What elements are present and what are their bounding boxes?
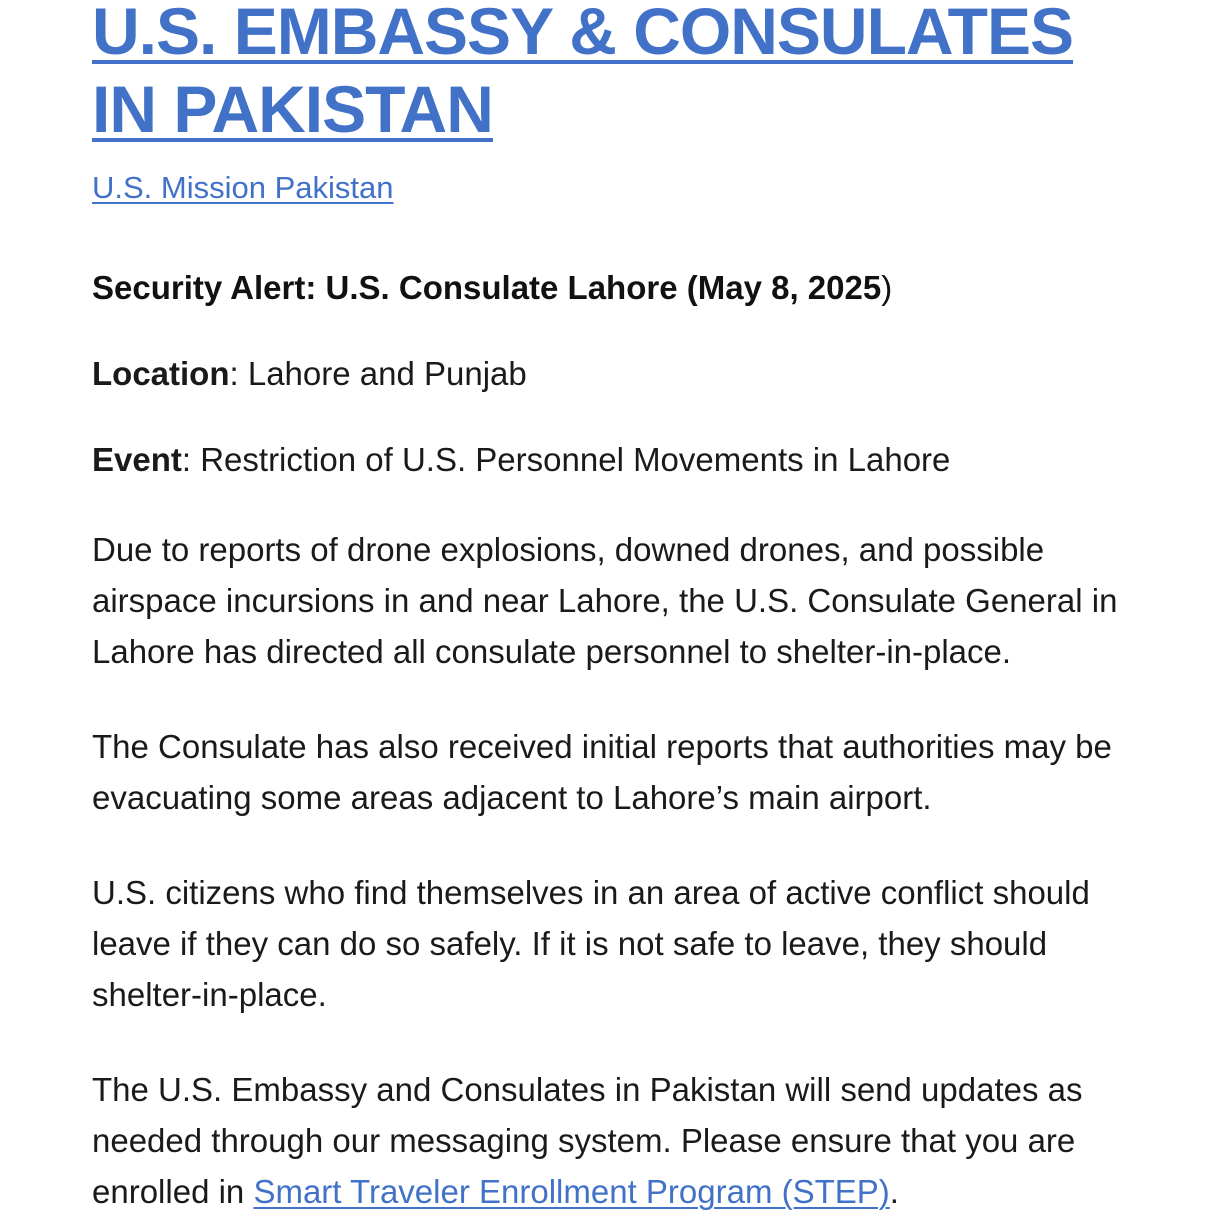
updates-text: The U.S. Embassy and Consulates in Pakistan will send updates as needed through our messaging system. Please ensure that you are enrolled in: [92, 1071, 1083, 1210]
location-label: Location: [92, 355, 230, 392]
mission-pakistan-link[interactable]: U.S. Mission Pakistan: [92, 170, 394, 205]
alert-heading-close: ): [881, 269, 893, 306]
event-value: : Restriction of U.S. Personnel Movements in Lahore: [181, 441, 951, 478]
step-enrollment-link[interactable]: Smart Traveler Enrollment Program (STEP): [253, 1173, 890, 1210]
paragraph-updates: [92, 1064, 1152, 1217]
event-line: [92, 440, 1152, 480]
event-label: Event: [92, 441, 182, 478]
site-title[interactable]: [92, 0, 1152, 148]
alert-heading-text: Security Alert: U.S. Consulate Lahore (May 8, 2025: [92, 269, 882, 306]
paragraph-citizen-guidance: U.S. citizens who find themselves in an area of active conflict should leave if they can do so safely. If it is not safe to leave, they should shelter-in-place.: [92, 874, 1090, 1013]
paragraph-evacuation-reports: The Consulate has also received initial reports that authorities may be evacuating some areas adjacent to Lahore’s main airport.: [92, 728, 1112, 816]
location-value: : Lahore and Punjab: [229, 355, 527, 392]
page-content: [92, 0, 1152, 1217]
alert-heading: [92, 268, 1152, 308]
location-line: [92, 354, 1152, 394]
paragraph-shelter-directive: Due to reports of drone explosions, downed drones, and possible airspace incursions in and near Lahore, the U.S. Consulate General in Lahore has directed all consulate personnel to shelter-in-place.: [92, 531, 1118, 670]
site-title-link[interactable]: U.S. EMBASSY & CONSULATES IN PAKISTAN: [92, 0, 1074, 146]
updates-period: .: [889, 1173, 899, 1210]
